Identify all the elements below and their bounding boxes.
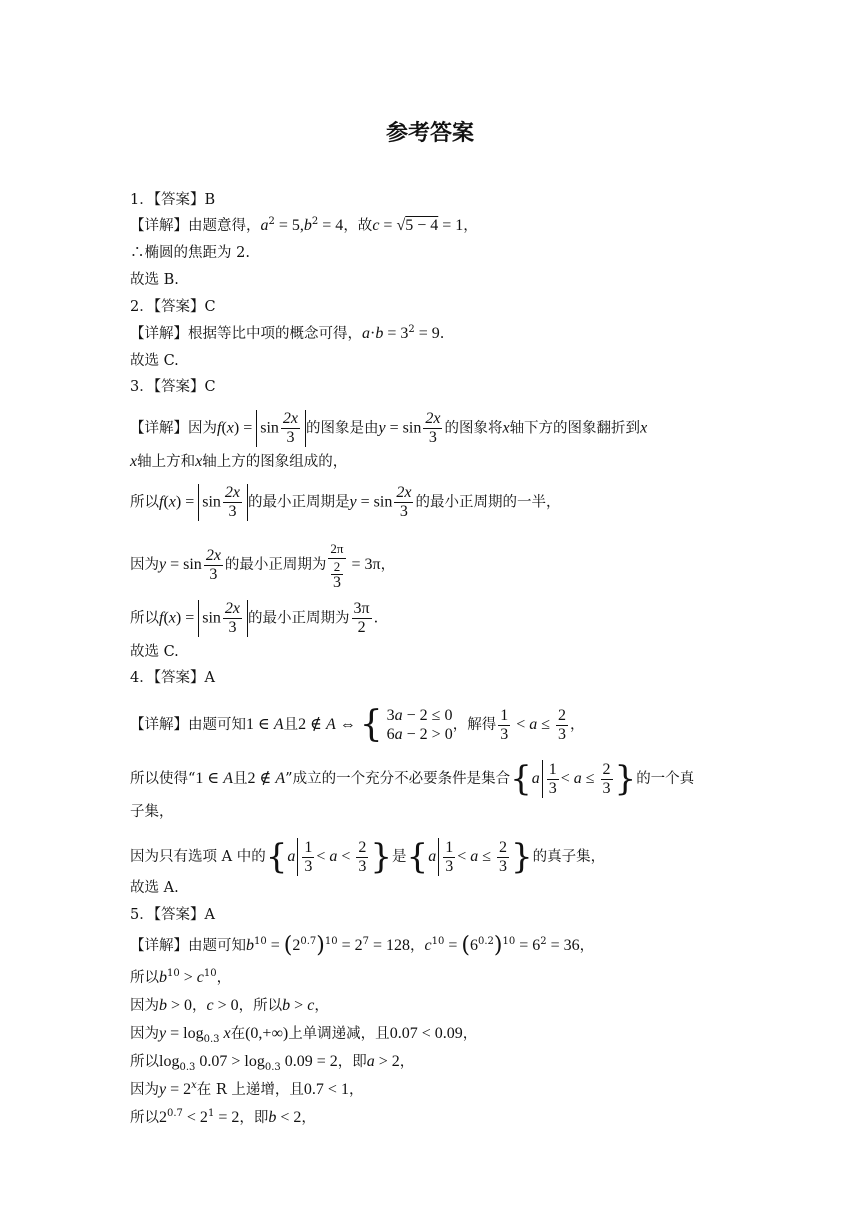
- q5-line6: 因为$y = 2^x$在 R 上递增，且0.7 < 1，: [130, 1080, 364, 1098]
- q4-line3: 子集，: [130, 804, 174, 820]
- q3-answer: 3．【答案】C: [130, 379, 216, 395]
- q5-line5: 所以$\log_{0.3} 0.07 > \log_{0.3} 0.09 = 2$，即a > 2，: [130, 1053, 415, 1073]
- q5-line7: 所以$2^{0.7} < 2^1 = 2$，即b < 2，: [130, 1108, 316, 1126]
- q2-answer: 2．【答案】C: [130, 299, 216, 315]
- q1-answer: 1．【答案】B: [130, 192, 216, 208]
- q5-line4: 因为$y = \log_{0.3} x$在(0,+∞)上单调递减，且0.07 < 0.09，: [130, 1025, 478, 1045]
- q2-detail: 【详解】根据等比中项的概念可得，$a\cdot b = 3^2 = 9$.: [130, 324, 445, 342]
- q3-line5: 所以f(x) = sin $\frac{2x}{3}$ 的最小正周期为 $\frac{3\pi}{2}$ .: [130, 600, 379, 636]
- q1-line3: 故选 B.: [130, 272, 179, 288]
- q4-line2: 所以使得“1 ∈ A且2 ∉ A”成立的一个充分不必要条件是集合{a $\frac{1}{3}$ < a ≤ $\frac{2}{3}$ }的一个真: [130, 759, 695, 799]
- q4-line4: 因为只有选项 A 中的{a $\frac{1}{3}$ < a < $\frac{2}{3}$ }是{a $\frac{1}{3}$ < a ≤ $\frac{2}{3}$ }的真子集，: [130, 837, 606, 877]
- q1-detail: 【详解】由题意得，$a^2 = 5,b^2 = 4$，故c = √5 − 4 = 1，: [130, 216, 478, 234]
- page-title: 参考答案: [385, 121, 474, 146]
- q5-answer: 5．【答案】A: [130, 907, 215, 923]
- q3-line3: 所以f(x) = sin $\frac{2x}{3}$ 的最小正周期是y = sin $\frac{2x}{3}$ 的最小正周期的一半，: [130, 484, 561, 520]
- q4-end: 故选 A.: [130, 880, 179, 896]
- q3-line2: x轴上方和x轴上方的图象组成的，: [130, 453, 348, 470]
- q5-line1: 【详解】由题可知$b^{10} = (2^{0.7})^{10} = 2^7 = 128$，$c^{10} = (6^{0.2})^{10} = 6^2 = 36$，: [130, 933, 595, 958]
- q3-line4: 因为y = sin $\frac{2x}{3}$ 的最小正周期为 $\frac{2\pi}{\frac{2}{3}}$ = 3π，: [130, 541, 396, 591]
- q2-line2: 故选 C.: [130, 353, 179, 369]
- q4-answer: 4．【答案】A: [130, 670, 215, 686]
- q3-end: 故选 C.: [130, 644, 179, 660]
- q1-line2: ∴椭圆的焦距为 2.: [130, 245, 250, 261]
- q5-line3: 因为b > 0，c > 0，所以b > c，: [130, 997, 329, 1014]
- q3-line1: 【详解】因为f(x) = sin $\frac{2x}{3}$ 的图象是由y = sin $\frac{2x}{3}$ 的图象将x轴下方的图象翻折到x: [130, 410, 648, 446]
- q5-line2: 所以$b^{10} > c^{10}$，: [130, 968, 232, 986]
- q4-line1: 【详解】由题可知1 ∈ A且2 ∉ A ⇔ { 3a − 2 ≤ 0 6a − 2 > 0 ，解得 $\frac{1}{3}$ < a ≤ $\frac{2}{3}$ ，: [130, 704, 585, 745]
